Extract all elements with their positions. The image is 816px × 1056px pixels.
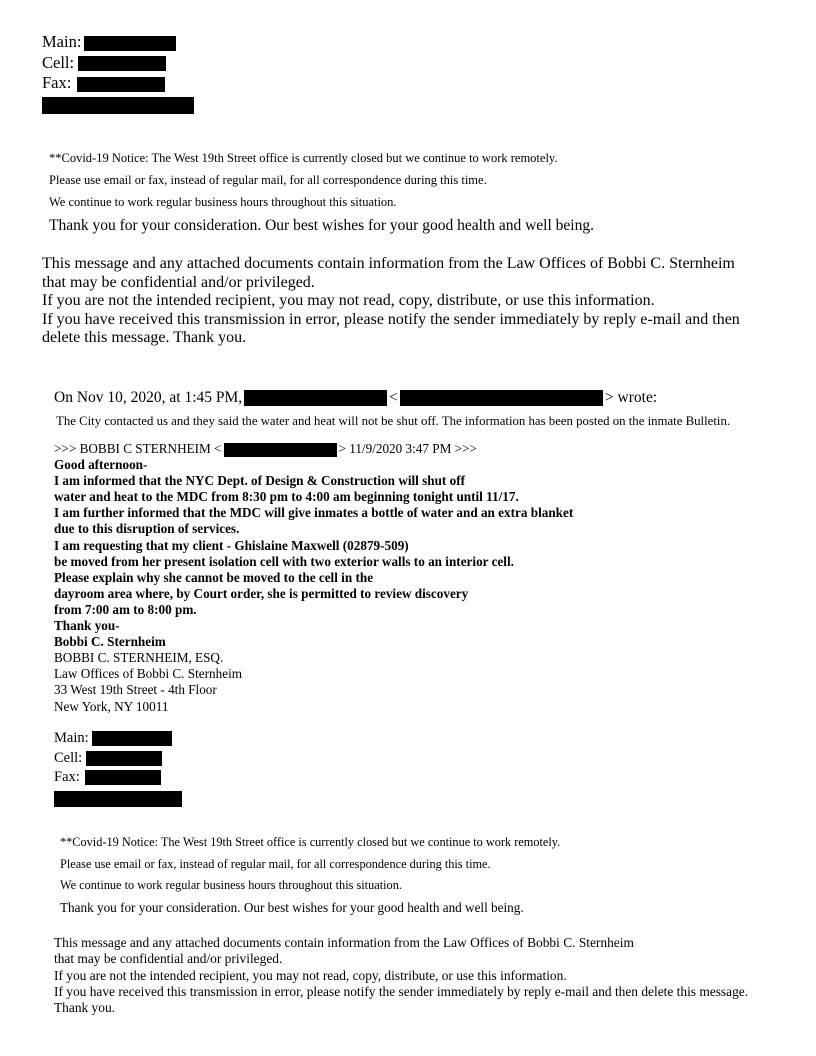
contact-main-line [42,32,194,53]
main-label: Main: [54,730,89,746]
signature-line: 33 West 19th Street - 4th Floor [54,682,217,698]
fax-label: Fax: [54,769,80,785]
email-address-redaction [42,97,194,114]
contact-block-top [42,32,194,114]
quoted-body-line: Thank you- [54,618,120,634]
confidentiality-notice-top [42,255,740,348]
cell-phone-redaction [78,56,166,71]
contact-main-line [54,729,182,749]
confidentiality-line-2: that may be confidential and/or privileged. [42,273,315,291]
main-label: Main: [42,32,82,51]
reply-sender-email-redaction [400,390,603,406]
confidentiality-line-1: This message and any attached documents contain information from the Law Offices of Bobbi C. Sternheim [54,935,634,950]
quoted-message-body [54,457,573,650]
reply-header-suffix: wrote: [617,389,658,406]
fax-number-redaction [85,770,161,785]
cell-label: Cell: [54,749,83,766]
reply-sender-redaction [244,390,387,406]
quoted-sender-email-redaction [224,443,337,457]
quoted-body-line: Please explain why she cannot be moved to the cell in the [54,569,374,585]
confidentiality-line-5: Thank you. [54,1000,115,1016]
signature-line: BOBBI C. STERNHEIM, ESQ. [54,650,224,666]
confidentiality-line-1: This message and any attached documents contain information from the Law Offices of Bobbi C. Sternheim [42,255,735,272]
quoted-body-line: dayroom area where, by Court order, she is permitted to review discovery [54,585,469,601]
quoted-body-line: be moved from her present isolation cell with two exterior walls to an interior cell. [54,553,514,569]
covid-notice-line-2: Please use email or fax, instead of regular mail, for all correspondence during this time. [60,856,491,871]
covid-notice-thanks: Thank you for your consideration. Our best wishes for your good health and well being. [60,899,524,915]
fax-number-redaction [77,77,165,92]
quoted-message-signature [54,650,573,714]
confidentiality-line-5: delete this message. Thank you. [42,329,247,346]
confidentiality-line-4: If you have received this transmission in error, please notify the sender immediately by reply e-mail and then delete this message. [54,983,749,999]
confidentiality-line-3: If you are not the intended recipient, you may not read, copy, distribute, or use this information. [54,967,567,983]
quoted-body-line: I am requesting that my client - Ghislaine Maxwell (02879-509) [54,537,409,553]
main-phone-redaction [84,36,176,51]
covid-notice-line-1: **Covid-19 Notice: The West 19th Street office is currently closed but we continue to work remotely. [60,835,561,849]
reply-open-angle: < [389,389,398,406]
covid-notice-thanks: Thank you for your consideration. Our best wishes for your good health and well being. [49,217,594,234]
quoted-header-suffix: > 11/9/2020 3:47 PM >>> [338,441,477,456]
contact-fax-line [54,768,182,788]
signature-line: New York, NY 10011 [54,698,169,714]
contact-block-bottom [54,729,182,807]
covid-notice-bottom [60,832,560,918]
email-address-redaction [54,791,182,807]
quoted-body-line: Good afternoon- [54,457,148,473]
covid-notice-line-1: **Covid-19 Notice: The West 19th Street office is currently closed but we continue to work remotely. [49,151,558,165]
confidentiality-line-4: If you have received this transmission in error, please notify the sender immediately by reply e-mail and then [42,310,740,328]
contact-cell-line [54,749,182,769]
quoted-body-line: I am further informed that the MDC will give inmates a bottle of water and an extra blanket [54,505,574,521]
confidentiality-notice-bottom [54,935,748,1016]
reply-header-prefix: On Nov 10, 2020, at 1:45 PM, [54,389,243,406]
quoted-header-prefix: >>> BOBBI C STERNHEIM < [54,441,222,456]
fax-label: Fax: [42,73,72,92]
cell-phone-redaction [86,751,162,766]
reply-header [54,388,657,407]
quoted-body-line: water and heat to the MDC from 8:30 pm to 4:00 am beginning tonight until 11/17. [54,489,519,505]
confidentiality-line-3: If you are not the intended recipient, you may not read, copy, distribute, or use this information. [42,292,655,309]
contact-cell-line [42,53,194,74]
city-status-note: The City contacted us and they said the water and heat will not be shut off. The information has been posted on the inmate Bulletin. [56,414,731,428]
quoted-body-line: from 7:00 am to 8:00 pm. [54,601,197,617]
covid-notice-line-2: Please use email or fax, instead of regular mail, for all correspondence during this time. [49,173,487,187]
quoted-message [54,441,573,715]
signature-line: Law Offices of Bobbi C. Sternheim [54,666,243,682]
quoted-body-line: I am informed that the NYC Dept. of Design & Construction will shut off [54,473,465,489]
contact-fax-line [42,73,194,94]
covid-notice-line-3: We continue to work regular business hours throughout this situation. [49,195,397,209]
confidentiality-line-2: that may be confidential and/or privileged. [54,951,283,967]
quoted-body-line: Bobbi C. Sternheim [54,634,166,650]
cell-label: Cell: [42,52,75,72]
main-phone-redaction [92,731,172,746]
quoted-message-header [54,441,573,457]
reply-close-angle: > [604,389,614,406]
covid-notice-top [49,147,594,239]
covid-notice-line-3: We continue to work regular business hours throughout this situation. [60,878,402,892]
quoted-body-line: due to this disruption of services. [54,521,240,537]
